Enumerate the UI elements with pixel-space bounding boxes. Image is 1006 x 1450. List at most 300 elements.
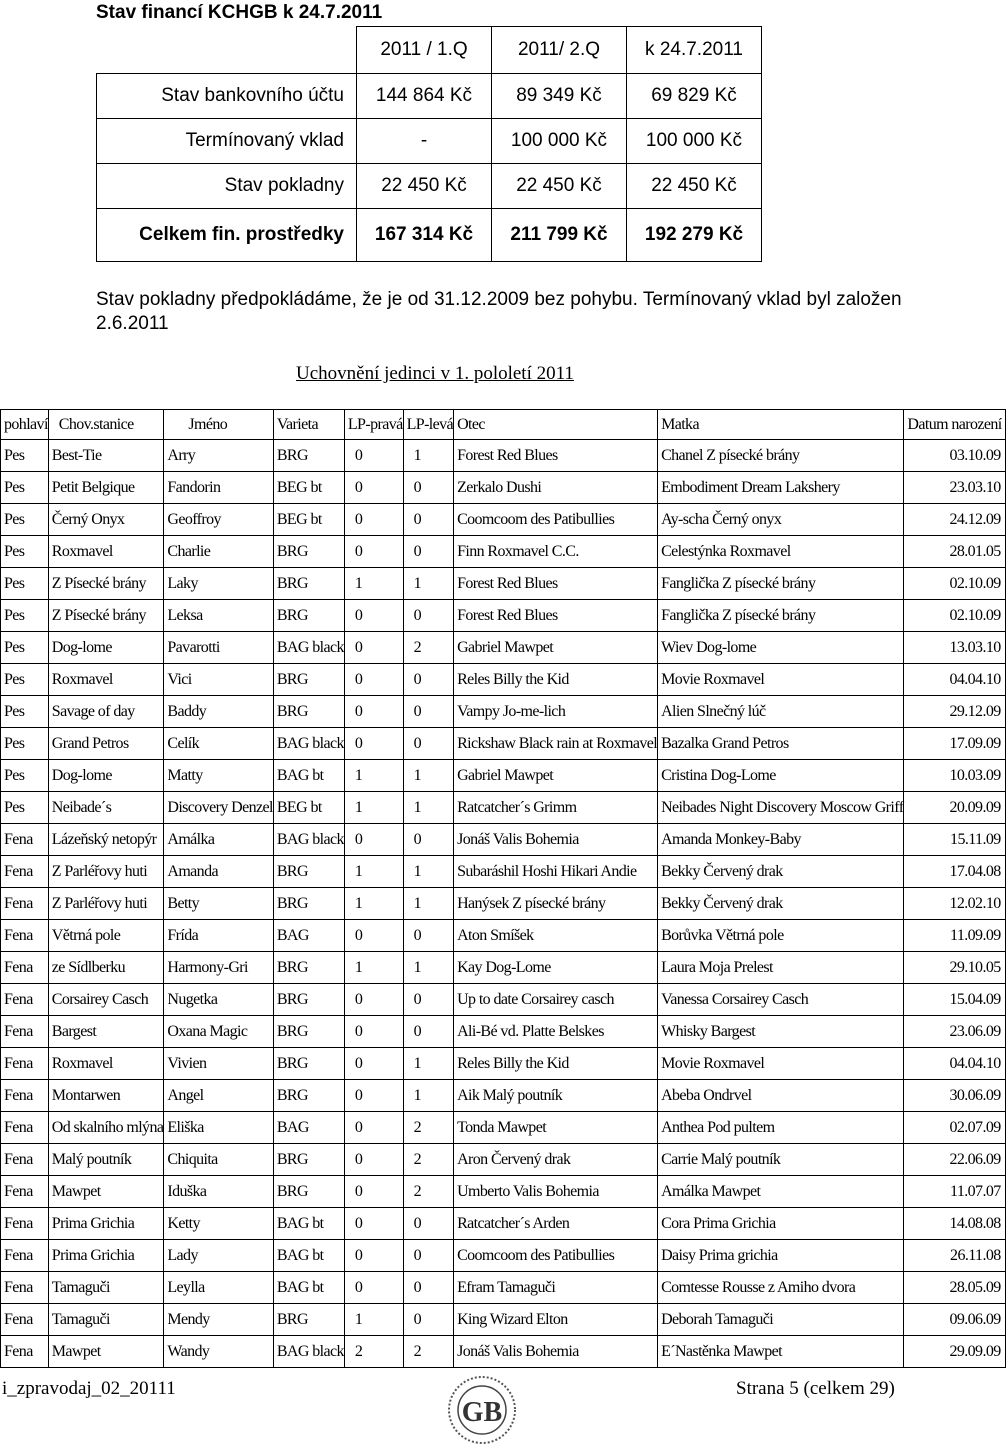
cell-variety: BAG black <box>273 1336 344 1368</box>
cell-dam: Wiev Dog-lome <box>658 632 904 664</box>
cell-lp-right: 0 <box>344 600 403 632</box>
cell-sex: Pes <box>1 504 49 536</box>
cell-sex: Fena <box>1 824 49 856</box>
cell-lp-left: 0 <box>403 728 453 760</box>
finance-header-q2: 2011/ 2.Q <box>492 27 627 74</box>
cell-dam: E´Nastěnka Mawpet <box>658 1336 904 1368</box>
cell-lp-left: 0 <box>403 696 453 728</box>
cell-lp-left: 0 <box>403 1208 453 1240</box>
cell-variety: BAG black <box>273 728 344 760</box>
cell-lp-right: 0 <box>344 696 403 728</box>
cell-lp-left: 0 <box>403 920 453 952</box>
cell-sire: Subaráshil Hoshi Hikari Andie <box>454 856 658 888</box>
dog-row <box>1 472 1006 504</box>
dog-row <box>1 1208 1006 1240</box>
cell-name: Laky <box>164 568 273 600</box>
cell-sire: Reles Billy the Kid <box>454 664 658 696</box>
cell-name: Leylla <box>164 1272 273 1304</box>
column-header-sire: Otec <box>454 410 658 440</box>
cell-name: Nugetka <box>164 984 273 1016</box>
column-header-name: Jméno <box>164 410 273 440</box>
cell-dam: Bazalka Grand Petros <box>658 728 904 760</box>
finance-total-cell: 211 799 Kč <box>492 209 627 262</box>
cell-name: Ketty <box>164 1208 273 1240</box>
cell-variety: BAG black <box>273 632 344 664</box>
cell-variety: BRG <box>273 1304 344 1336</box>
cell-dam: Borůvka Větrná pole <box>658 920 904 952</box>
cell-kennel: Montarwen <box>48 1080 164 1112</box>
cell-lp-right: 1 <box>344 792 403 824</box>
cell-variety: BAG black <box>273 824 344 856</box>
cell-sire: Rickshaw Black rain at Roxmavel <box>454 728 658 760</box>
cell-sex: Fena <box>1 1304 49 1336</box>
cell-sire: Gabriel Mawpet <box>454 760 658 792</box>
cell-sex: Fena <box>1 984 49 1016</box>
cell-sex: Fena <box>1 1176 49 1208</box>
cell-dam: Bekky Červený drak <box>658 888 904 920</box>
cell-lp-left: 0 <box>403 1272 453 1304</box>
cell-lp-right: 0 <box>344 632 403 664</box>
dog-row <box>1 1176 1006 1208</box>
cell-name: Lady <box>164 1240 273 1272</box>
cell-name: Discovery Denzel <box>164 792 273 824</box>
cell-dam: Whisky Bargest <box>658 1016 904 1048</box>
cell-sex: Pes <box>1 600 49 632</box>
cell-sire: Umberto Valis Bohemia <box>454 1176 658 1208</box>
cell-name: Matty <box>164 760 273 792</box>
cell-name: Celík <box>164 728 273 760</box>
document-title: Stav financí KCHGB k 24.7.2011 <box>96 2 383 23</box>
cell-variety: BRG <box>273 600 344 632</box>
cell-dam: Carrie Malý poutník <box>658 1144 904 1176</box>
cell-lp-right: 1 <box>344 760 403 792</box>
footer-page-number: Strana 5 (celkem 29) <box>736 1378 895 1399</box>
cell-kennel: ze Sídlberku <box>48 952 164 984</box>
footer-filename: i_zpravodaj_02_20111 <box>2 1378 176 1399</box>
cell-variety: BEG bt <box>273 504 344 536</box>
finance-row-deposit <box>97 119 762 164</box>
cell-dam: Movie Roxmavel <box>658 664 904 696</box>
dog-row <box>1 1240 1006 1272</box>
column-header-dam: Matka <box>658 410 904 440</box>
finance-table <box>96 26 762 262</box>
cell-birth-date: 26.11.08 <box>904 1240 1005 1272</box>
cell-variety: BAG bt <box>273 760 344 792</box>
cell-kennel: Best-Tie <box>48 440 164 472</box>
cell-variety: BRG <box>273 440 344 472</box>
finance-row-label: Stav bankovního účtu <box>97 74 357 119</box>
cell-birth-date: 14.08.08 <box>904 1208 1005 1240</box>
cell-dam: Fanglička Z písecké brány <box>658 568 904 600</box>
cell-birth-date: 24.12.09 <box>904 504 1005 536</box>
cell-sex: Pes <box>1 664 49 696</box>
finance-total-cell: 192 279 Kč <box>627 209 762 262</box>
cell-variety: BEG bt <box>273 472 344 504</box>
cell-lp-left: 0 <box>403 824 453 856</box>
cell-dam: Abeba Ondrvel <box>658 1080 904 1112</box>
cell-name: Baddy <box>164 696 273 728</box>
cell-name: Harmony-Gri <box>164 952 273 984</box>
cell-lp-right: 0 <box>344 440 403 472</box>
cell-sex: Fena <box>1 1048 49 1080</box>
cell-kennel: Savage of day <box>48 696 164 728</box>
cell-sire: Zerkalo Dushi <box>454 472 658 504</box>
cell-sex: Fena <box>1 1112 49 1144</box>
club-seal-logo <box>442 1374 522 1446</box>
cell-kennel: Z Písecké brány <box>48 600 164 632</box>
dog-row <box>1 1336 1006 1368</box>
cell-kennel: Tamaguči <box>48 1304 164 1336</box>
cell-sex: Fena <box>1 1240 49 1272</box>
cell-sex: Fena <box>1 920 49 952</box>
finance-total-cell: 167 314 Kč <box>357 209 492 262</box>
cell-name: Wandy <box>164 1336 273 1368</box>
cell-birth-date: 22.06.09 <box>904 1144 1005 1176</box>
cell-name: Angel <box>164 1080 273 1112</box>
cell-lp-right: 0 <box>344 1016 403 1048</box>
cell-lp-right: 1 <box>344 856 403 888</box>
cell-sire: Reles Billy the Kid <box>454 1048 658 1080</box>
cell-name: Amálka <box>164 824 273 856</box>
dog-row <box>1 856 1006 888</box>
finance-row-bank <box>97 74 762 119</box>
finance-row-cash <box>97 164 762 209</box>
cell-birth-date: 02.10.09 <box>904 568 1005 600</box>
cell-sire: King Wizard Elton <box>454 1304 658 1336</box>
cell-kennel: Černý Onyx <box>48 504 164 536</box>
cell-dam: Laura Moja Prelest <box>658 952 904 984</box>
cell-variety: BRG <box>273 536 344 568</box>
cell-birth-date: 29.10.05 <box>904 952 1005 984</box>
dogs-header-row <box>1 410 1006 440</box>
cell-sire: Forest Red Blues <box>454 600 658 632</box>
cell-lp-right: 0 <box>344 824 403 856</box>
dog-row <box>1 1112 1006 1144</box>
cell-variety: BRG <box>273 952 344 984</box>
cell-lp-right: 0 <box>344 984 403 1016</box>
cell-kennel: Dog-lome <box>48 760 164 792</box>
cell-birth-date: 17.04.08 <box>904 856 1005 888</box>
cell-lp-left: 0 <box>403 664 453 696</box>
cell-lp-right: 0 <box>344 504 403 536</box>
cell-sex: Pes <box>1 632 49 664</box>
finance-row-total <box>97 209 762 262</box>
cell-kennel: Roxmavel <box>48 536 164 568</box>
dog-row <box>1 1016 1006 1048</box>
cell-variety: BAG <box>273 920 344 952</box>
cell-lp-right: 1 <box>344 1304 403 1336</box>
finance-cell: - <box>357 119 492 164</box>
cell-name: Oxana Magic <box>164 1016 273 1048</box>
cell-sire: Up to date Corsairey casch <box>454 984 658 1016</box>
cell-lp-left: 1 <box>403 1080 453 1112</box>
column-header-birth-date: Datum narození <box>904 410 1005 440</box>
cell-variety: BRG <box>273 856 344 888</box>
cell-dam: Embodiment Dream Lakshery <box>658 472 904 504</box>
cell-kennel: Prima Grichia <box>48 1208 164 1240</box>
cell-dam: Cora Prima Grichia <box>658 1208 904 1240</box>
dog-row <box>1 792 1006 824</box>
cell-birth-date: 29.09.09 <box>904 1336 1005 1368</box>
cell-dam: Bekky Červený drak <box>658 856 904 888</box>
dogs-section-title: Uchovnění jedinci v 1. pololetí 2011 <box>296 363 574 384</box>
cell-sire: Forest Red Blues <box>454 568 658 600</box>
dog-row <box>1 536 1006 568</box>
cell-dam: Comtesse Rousse z Amiho dvora <box>658 1272 904 1304</box>
cell-name: Betty <box>164 888 273 920</box>
cell-birth-date: 28.01.05 <box>904 536 1005 568</box>
cell-name: Chiquita <box>164 1144 273 1176</box>
cell-birth-date: 28.05.09 <box>904 1272 1005 1304</box>
dog-row <box>1 696 1006 728</box>
finance-note: Stav pokladny předpokládáme, že je od 31.12.2009 bez pohybu. Termínovaný vklad byl založen 2.6.2011 <box>96 289 902 334</box>
cell-kennel: Neibade´s <box>48 792 164 824</box>
cell-sex: Pes <box>1 472 49 504</box>
dog-row <box>1 824 1006 856</box>
cell-lp-right: 0 <box>344 1144 403 1176</box>
cell-lp-right: 0 <box>344 1048 403 1080</box>
cell-birth-date: 09.06.09 <box>904 1304 1005 1336</box>
dog-row <box>1 888 1006 920</box>
cell-dam: Cristina Dog-Lome <box>658 760 904 792</box>
cell-lp-right: 0 <box>344 920 403 952</box>
finance-cell: 100 000 Kč <box>627 119 762 164</box>
dog-row <box>1 600 1006 632</box>
dog-row <box>1 984 1006 1016</box>
finance-header-current: k 24.7.2011 <box>627 27 762 74</box>
cell-sire: Efram Tamaguči <box>454 1272 658 1304</box>
dogs-table-body <box>1 440 1006 1368</box>
cell-birth-date: 13.03.10 <box>904 632 1005 664</box>
cell-sire: Vampy Jo-me-lich <box>454 696 658 728</box>
cell-lp-right: 0 <box>344 1176 403 1208</box>
cell-lp-left: 2 <box>403 1144 453 1176</box>
cell-kennel: Dog-lome <box>48 632 164 664</box>
cell-lp-right: 0 <box>344 472 403 504</box>
cell-name: Vivien <box>164 1048 273 1080</box>
cell-lp-left: 2 <box>403 1112 453 1144</box>
cell-birth-date: 04.04.10 <box>904 664 1005 696</box>
cell-sex: Pes <box>1 792 49 824</box>
cell-variety: BAG bt <box>273 1240 344 1272</box>
finance-header-empty <box>97 27 357 74</box>
cell-name: Leksa <box>164 600 273 632</box>
cell-lp-left: 0 <box>403 472 453 504</box>
column-header-kennel: Chov.stanice <box>48 410 164 440</box>
cell-lp-left: 0 <box>403 984 453 1016</box>
cell-dam: Chanel Z písecké brány <box>658 440 904 472</box>
cell-sire: Aron Červený drak <box>454 1144 658 1176</box>
cell-kennel: Z Parléřovy huti <box>48 856 164 888</box>
cell-sire: Tonda Mawpet <box>454 1112 658 1144</box>
cell-birth-date: 04.04.10 <box>904 1048 1005 1080</box>
cell-sire: Coomcoom des Patibullies <box>454 1240 658 1272</box>
cell-variety: BRG <box>273 1048 344 1080</box>
cell-variety: BRG <box>273 1016 344 1048</box>
cell-sex: Fena <box>1 1016 49 1048</box>
finance-cell: 144 864 Kč <box>357 74 492 119</box>
cell-variety: BRG <box>273 984 344 1016</box>
cell-lp-left: 0 <box>403 536 453 568</box>
cell-kennel: Bargest <box>48 1016 164 1048</box>
finance-total-label: Celkem fin. prostředky <box>97 209 357 262</box>
cell-sire: Coomcoom des Patibullies <box>454 504 658 536</box>
dogs-table <box>0 409 1006 1368</box>
cell-birth-date: 12.02.10 <box>904 888 1005 920</box>
cell-sex: Pes <box>1 536 49 568</box>
cell-name: Geoffroy <box>164 504 273 536</box>
cell-lp-left: 2 <box>403 1336 453 1368</box>
cell-kennel: Corsairey Casch <box>48 984 164 1016</box>
cell-sex: Pes <box>1 440 49 472</box>
cell-dam: Daisy Prima grichia <box>658 1240 904 1272</box>
cell-sex: Pes <box>1 568 49 600</box>
cell-birth-date: 20.09.09 <box>904 792 1005 824</box>
cell-lp-left: 1 <box>403 760 453 792</box>
cell-lp-right: 0 <box>344 1272 403 1304</box>
cell-kennel: Malý poutník <box>48 1144 164 1176</box>
cell-lp-left: 0 <box>403 504 453 536</box>
cell-lp-right: 0 <box>344 1112 403 1144</box>
cell-kennel: Od skalního mlýna <box>48 1112 164 1144</box>
cell-dam: Amálka Mawpet <box>658 1176 904 1208</box>
seal-letters: GB <box>461 1397 503 1428</box>
cell-dam: Vanessa Corsairey Casch <box>658 984 904 1016</box>
cell-sire: Ali-Bé vd. Platte Belskes <box>454 1016 658 1048</box>
cell-sex: Fena <box>1 1272 49 1304</box>
cell-name: Eliška <box>164 1112 273 1144</box>
column-header-variety: Varieta <box>273 410 344 440</box>
dog-row <box>1 920 1006 952</box>
cell-name: Fandorin <box>164 472 273 504</box>
cell-dam: Alien Slnečný lúč <box>658 696 904 728</box>
cell-name: Mendy <box>164 1304 273 1336</box>
finance-row-label: Termínovaný vklad <box>97 119 357 164</box>
cell-sire: Kay Dog-Lome <box>454 952 658 984</box>
cell-birth-date: 02.07.09 <box>904 1112 1005 1144</box>
dog-row <box>1 632 1006 664</box>
cell-variety: BRG <box>273 1080 344 1112</box>
cell-kennel: Tamaguči <box>48 1272 164 1304</box>
cell-lp-right: 0 <box>344 536 403 568</box>
cell-lp-left: 2 <box>403 632 453 664</box>
cell-sex: Fena <box>1 1336 49 1368</box>
cell-kennel: Petit Belgique <box>48 472 164 504</box>
cell-lp-left: 1 <box>403 792 453 824</box>
cell-lp-left: 1 <box>403 952 453 984</box>
cell-name: Iduška <box>164 1176 273 1208</box>
cell-kennel: Mawpet <box>48 1176 164 1208</box>
cell-variety: BAG <box>273 1112 344 1144</box>
dog-row <box>1 1144 1006 1176</box>
dog-row <box>1 664 1006 696</box>
cell-kennel: Roxmavel <box>48 1048 164 1080</box>
cell-name: Amanda <box>164 856 273 888</box>
cell-kennel: Grand Petros <box>48 728 164 760</box>
cell-variety: BAG bt <box>273 1208 344 1240</box>
cell-sire: Ratcatcher´s Arden <box>454 1208 658 1240</box>
cell-lp-left: 0 <box>403 1240 453 1272</box>
cell-sire: Forest Red Blues <box>454 440 658 472</box>
cell-kennel: Roxmavel <box>48 664 164 696</box>
finance-cell: 22 450 Kč <box>357 164 492 209</box>
cell-lp-left: 0 <box>403 1016 453 1048</box>
finance-row-label: Stav pokladny <box>97 164 357 209</box>
cell-kennel: Lázeňský netopýr <box>48 824 164 856</box>
cell-sire: Jonáš Valis Bohemia <box>454 824 658 856</box>
cell-birth-date: 15.11.09 <box>904 824 1005 856</box>
finance-cell: 69 829 Kč <box>627 74 762 119</box>
cell-dam: Neibades Night Discovery Moscow Griff <box>658 792 904 824</box>
cell-sire: Gabriel Mawpet <box>454 632 658 664</box>
dog-row <box>1 504 1006 536</box>
cell-sex: Fena <box>1 1208 49 1240</box>
cell-variety: BRG <box>273 1144 344 1176</box>
cell-lp-left: 1 <box>403 568 453 600</box>
finance-header-q1: 2011 / 1.Q <box>357 27 492 74</box>
cell-birth-date: 03.10.09 <box>904 440 1005 472</box>
dog-row <box>1 568 1006 600</box>
cell-birth-date: 02.10.09 <box>904 600 1005 632</box>
cell-lp-right: 1 <box>344 568 403 600</box>
finance-cell: 89 349 Kč <box>492 74 627 119</box>
cell-lp-left: 1 <box>403 856 453 888</box>
cell-lp-left: 0 <box>403 1304 453 1336</box>
cell-lp-left: 0 <box>403 600 453 632</box>
cell-lp-left: 1 <box>403 440 453 472</box>
dog-row <box>1 952 1006 984</box>
cell-dam: Amanda Monkey-Baby <box>658 824 904 856</box>
dog-row <box>1 440 1006 472</box>
cell-sex: Fena <box>1 888 49 920</box>
cell-sire: Aton Smíšek <box>454 920 658 952</box>
cell-variety: BRG <box>273 664 344 696</box>
cell-name: Arry <box>164 440 273 472</box>
cell-lp-right: 0 <box>344 664 403 696</box>
finance-header-row <box>97 27 762 74</box>
dog-row <box>1 760 1006 792</box>
cell-kennel: Prima Grichia <box>48 1240 164 1272</box>
cell-name: Frída <box>164 920 273 952</box>
cell-name: Vici <box>164 664 273 696</box>
cell-dam: Anthea Pod pultem <box>658 1112 904 1144</box>
cell-kennel: Z Písecké brány <box>48 568 164 600</box>
column-header-sex: pohlaví <box>1 410 49 440</box>
cell-lp-right: 1 <box>344 952 403 984</box>
cell-sex: Pes <box>1 728 49 760</box>
finance-cell: 100 000 Kč <box>492 119 627 164</box>
cell-lp-right: 0 <box>344 1240 403 1272</box>
cell-lp-right: 2 <box>344 1336 403 1368</box>
cell-dam: Ay-scha Černý onyx <box>658 504 904 536</box>
cell-variety: BRG <box>273 696 344 728</box>
cell-sire: Aik Malý poutník <box>454 1080 658 1112</box>
cell-birth-date: 29.12.09 <box>904 696 1005 728</box>
cell-birth-date: 23.06.09 <box>904 1016 1005 1048</box>
cell-birth-date: 11.09.09 <box>904 920 1005 952</box>
cell-sex: Fena <box>1 1080 49 1112</box>
dog-row <box>1 728 1006 760</box>
cell-lp-left: 2 <box>403 1176 453 1208</box>
dog-row <box>1 1272 1006 1304</box>
cell-sex: Fena <box>1 952 49 984</box>
finance-cell: 22 450 Kč <box>627 164 762 209</box>
cell-name: Charlie <box>164 536 273 568</box>
finance-cell: 22 450 Kč <box>492 164 627 209</box>
cell-birth-date: 15.04.09 <box>904 984 1005 1016</box>
cell-sex: Fena <box>1 1144 49 1176</box>
cell-dam: Celestýnka Roxmavel <box>658 536 904 568</box>
